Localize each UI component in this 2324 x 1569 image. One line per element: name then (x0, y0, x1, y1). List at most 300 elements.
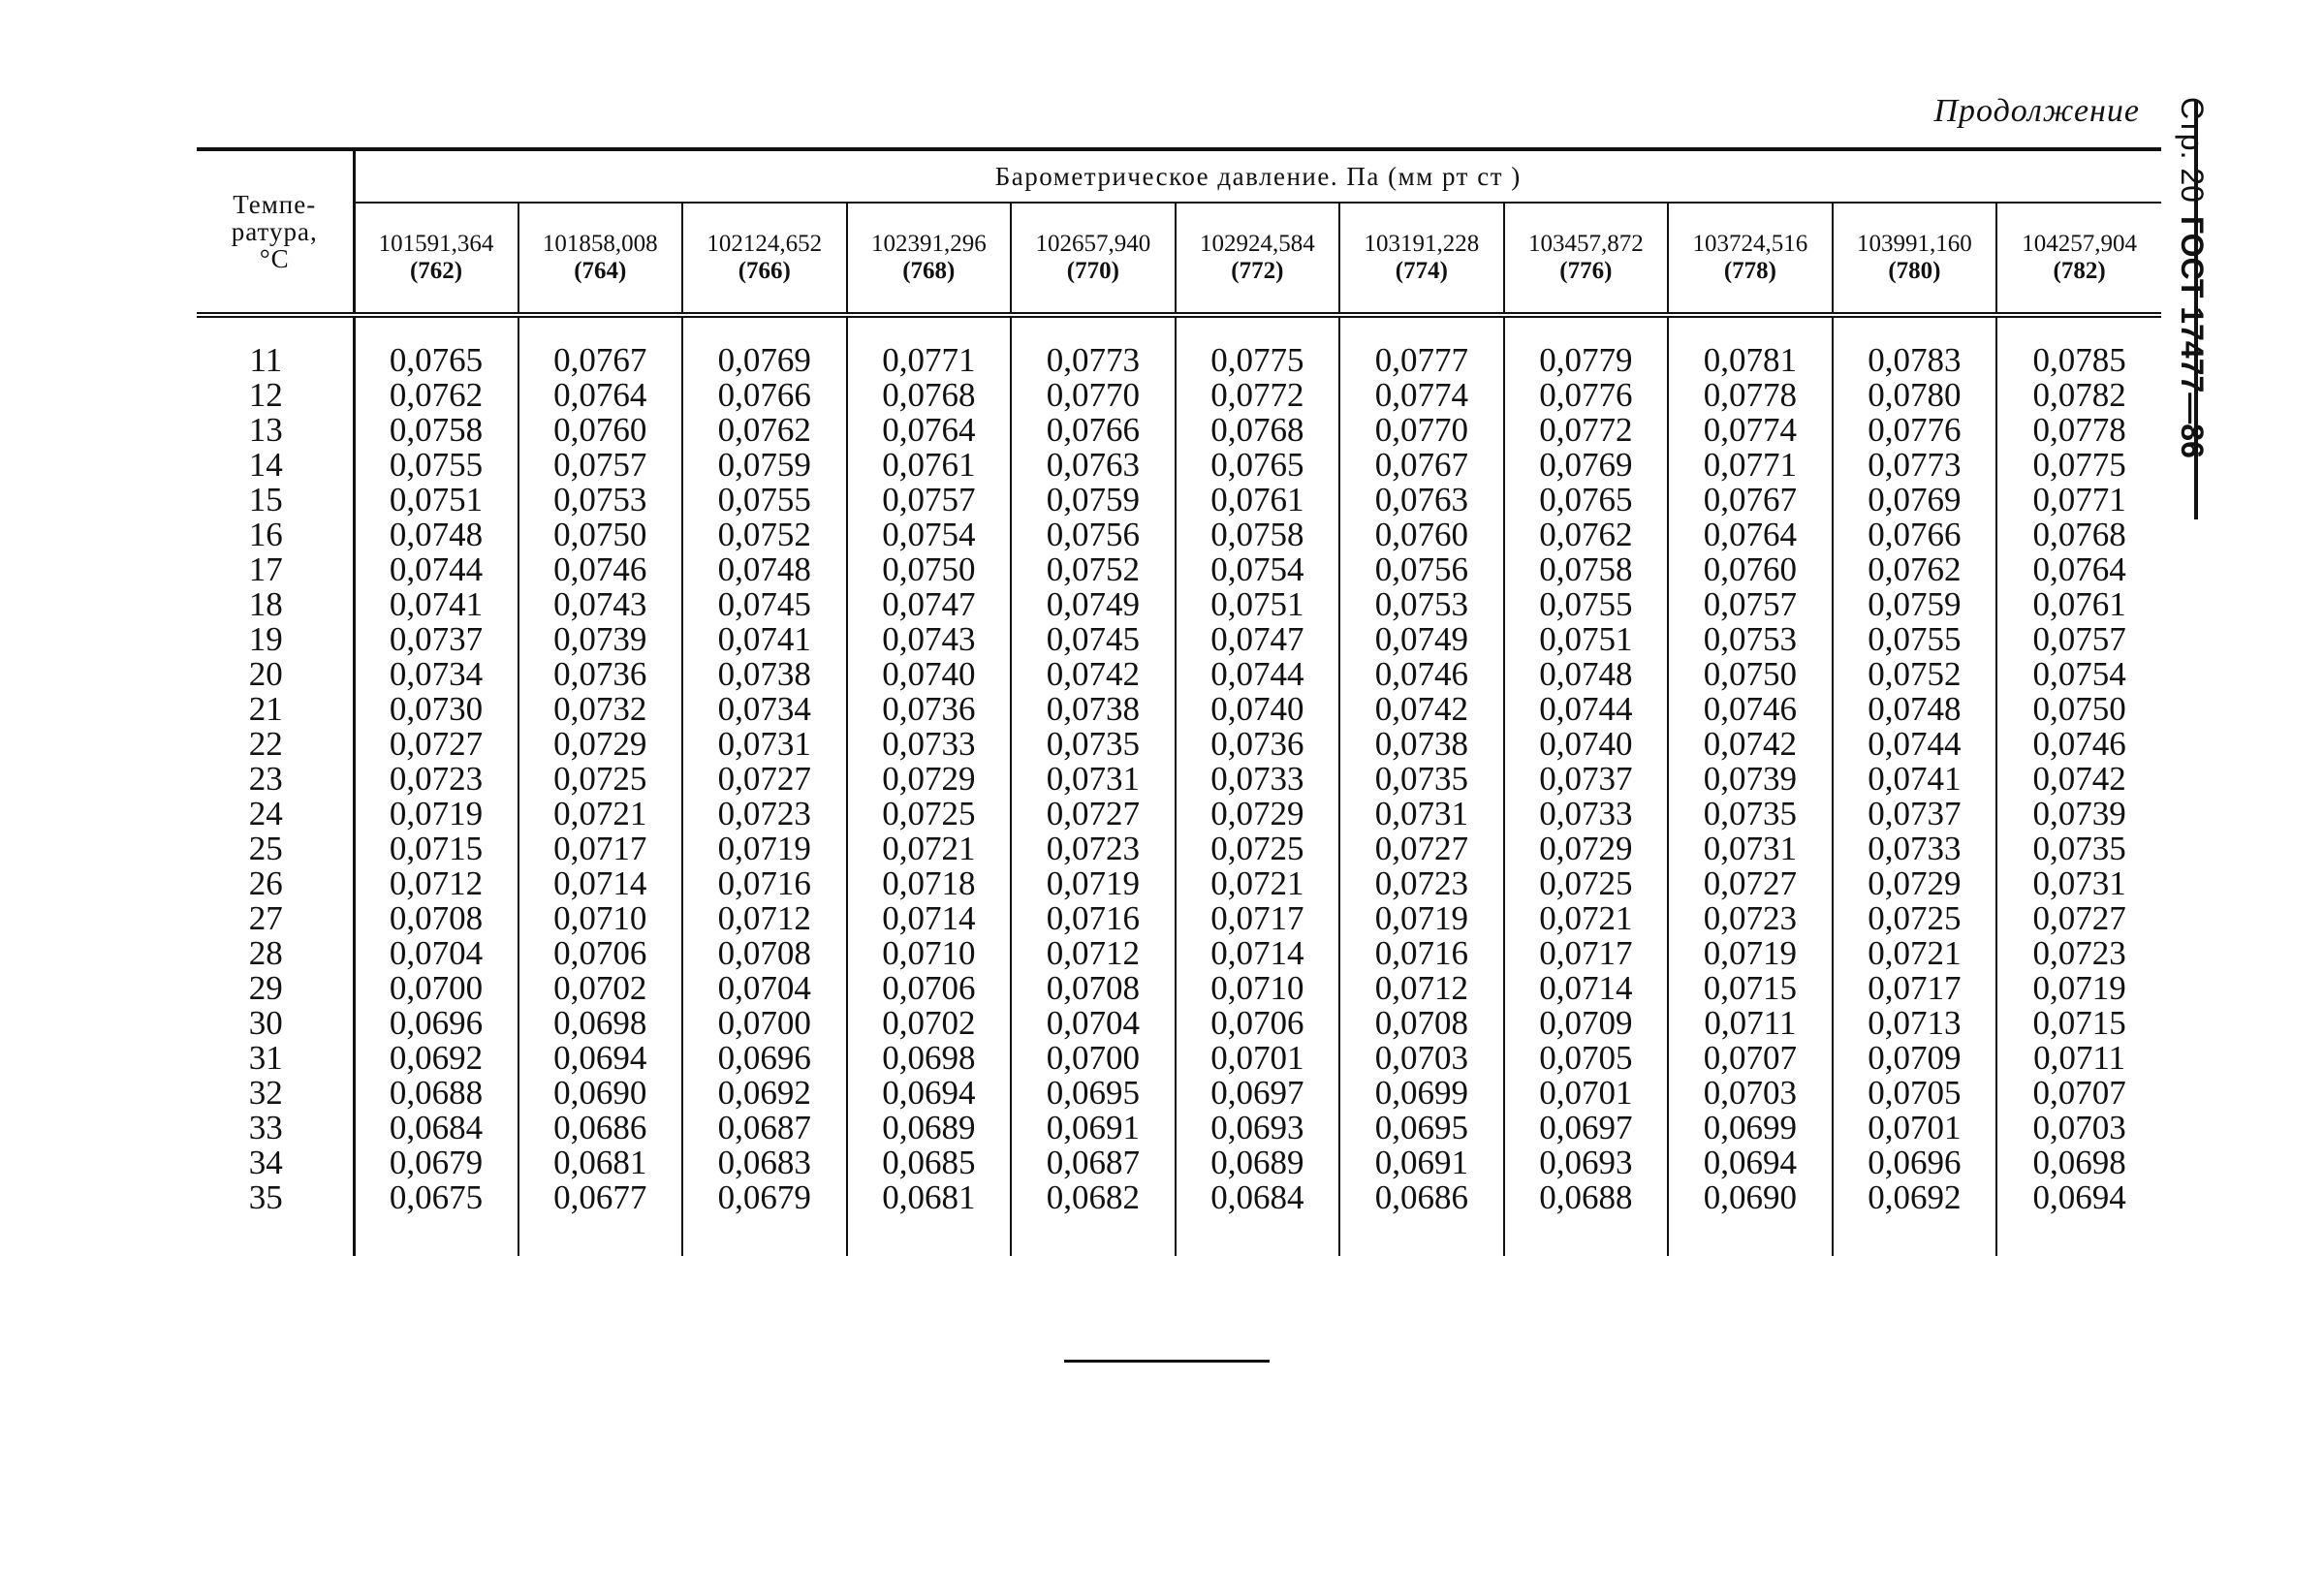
pressure-column-header (847, 203, 1012, 315)
density-cell: 0,0691 (1011, 1111, 1176, 1145)
temperature-header (197, 149, 354, 315)
density-cell: 0,0694 (2032, 1178, 2126, 1216)
density-cell: 0,0758 (1176, 518, 1340, 552)
density-cell: 0,0729 (847, 762, 1012, 797)
density-cell: 0,0718 (847, 866, 1012, 901)
spacer-cell (1176, 315, 1340, 343)
density-cell: 0,0775 (2032, 446, 2126, 484)
density-cell: 0,0741 (354, 587, 518, 622)
temperature-cell: 28 (197, 936, 354, 971)
density-cell: 0,0729 (518, 727, 683, 762)
density-cell: 0,0771 (1668, 448, 1833, 483)
density-cell: 0,0725 (1833, 901, 1997, 936)
pressure-column-header (1668, 203, 1833, 315)
density-cell: 0,0754 (847, 518, 1012, 552)
density-cell: 0,0739 (518, 622, 683, 657)
density-cell: 0,0721 (1504, 901, 1669, 936)
density-cell: 0,0731 (682, 727, 847, 762)
density-cell: 0,0712 (354, 866, 518, 901)
density-cell: 0,0762 (354, 378, 518, 413)
density-cell: 0,0773 (1011, 343, 1176, 378)
spacer-cell (1339, 1215, 1504, 1256)
density-cell: 0,0731 (1339, 797, 1504, 832)
density-cell: 0,0758 (354, 413, 518, 448)
density-cell: 0,0770 (1011, 378, 1176, 413)
density-cell: 0,0762 (1504, 518, 1669, 552)
density-cell: 0,0696 (682, 1041, 847, 1076)
pressure-column-header (682, 203, 847, 315)
density-cell: 0,0774 (1339, 378, 1504, 413)
spacer-cell (1668, 315, 1833, 343)
pressure-mmhg-value: (764) (574, 258, 627, 284)
footer-rule (1064, 1360, 1270, 1363)
density-cell: 0,0681 (847, 1180, 1012, 1215)
spacer-cell (847, 1215, 1012, 1256)
table-row (197, 378, 2161, 413)
pressure-mmhg-value: (762) (409, 258, 463, 284)
density-cell: 0,0731 (1011, 762, 1176, 797)
spacer-cell (1996, 1215, 2161, 1256)
density-cell: 0,0725 (1176, 832, 1340, 866)
density-cell: 0,0768 (847, 378, 1012, 413)
density-cell: 0,0706 (847, 971, 1012, 1006)
density-cell: 0,0698 (2032, 1144, 2126, 1181)
density-cell: 0,0766 (682, 378, 847, 413)
temperature-header-line: Темпе- (233, 190, 317, 219)
density-cell: 0,0755 (354, 448, 518, 483)
density-cell: 0,0703 (1668, 1076, 1833, 1111)
temperature-cell: 26 (197, 866, 354, 901)
density-cell: 0,0764 (847, 413, 1012, 448)
density-cell: 0,0750 (2032, 690, 2126, 728)
density-cell: 0,0693 (1504, 1145, 1669, 1180)
density-cell: 0,0777 (1339, 343, 1504, 378)
density-cell: 0,0689 (847, 1111, 1012, 1145)
density-cell: 0,0696 (1833, 1145, 1997, 1180)
density-cell: 0,0723 (1339, 866, 1504, 901)
table-row (197, 901, 2161, 936)
table-row (197, 622, 2161, 657)
density-cell: 0,0742 (2032, 760, 2126, 798)
side-page-header (2168, 97, 2216, 543)
table-spacer-row (197, 1215, 2161, 1256)
density-cell: 0,0731 (1668, 832, 1833, 866)
density-cell: 0,0757 (847, 483, 1012, 518)
pressure-mmhg-value: (780) (1888, 258, 1941, 284)
density-cell: 0,0700 (682, 1006, 847, 1041)
density-cell: 0,0754 (1176, 552, 1340, 587)
table-row (197, 413, 2161, 448)
density-cell: 0,0773 (1833, 448, 1997, 483)
pressure-pa-value: 102391,296 (870, 231, 987, 257)
density-cell: 0,0675 (354, 1180, 518, 1215)
density-cell: 0,0704 (354, 936, 518, 971)
density-cell: 0,0757 (1668, 587, 1833, 622)
density-cell: 0,0748 (1504, 657, 1669, 692)
density-cell: 0,0738 (1011, 692, 1176, 727)
temperature-cell: 21 (197, 692, 354, 727)
density-cell: 0,0725 (847, 797, 1012, 832)
density-cell: 0,0727 (1339, 832, 1504, 866)
density-cell: 0,0710 (1176, 971, 1340, 1006)
table-row (197, 727, 2161, 762)
temperature-cell: 17 (197, 552, 354, 587)
table-row (197, 1006, 2161, 1041)
density-cell: 0,0711 (2033, 1039, 2126, 1077)
spacer-cell (197, 1215, 354, 1256)
pressure-pa-value: 103724,516 (1692, 231, 1808, 257)
density-cell: 0,0755 (1504, 587, 1669, 622)
density-cell: 0,0735 (1011, 727, 1176, 762)
density-cell: 0,0691 (1339, 1145, 1504, 1180)
table-row (197, 832, 2161, 866)
density-cell: 0,0750 (518, 518, 683, 552)
density-cell: 0,0684 (1176, 1180, 1340, 1215)
density-cell: 0,0751 (1176, 587, 1340, 622)
density-cell: 0,0736 (1176, 727, 1340, 762)
density-cell: 0,0783 (1833, 343, 1997, 378)
density-cell: 0,0772 (1504, 413, 1669, 448)
density-cell: 0,0769 (1833, 483, 1997, 518)
density-cell: 0,0715 (354, 832, 518, 866)
pressure-pa-value: 103991,160 (1857, 231, 1972, 257)
pressure-group-header: Барометрическое давление. Па (мм рт ст ) (354, 149, 2161, 203)
density-cell: 0,0723 (2032, 934, 2126, 972)
density-cell: 0,0703 (1339, 1041, 1504, 1076)
density-cell: 0,0711 (1668, 1006, 1833, 1041)
density-cell: 0,0735 (2032, 830, 2126, 867)
density-cell: 0,0765 (1176, 448, 1340, 483)
density-cell: 0,0752 (1833, 657, 1997, 692)
density-cell: 0,0698 (847, 1041, 1012, 1076)
density-cell: 0,0762 (1833, 552, 1997, 587)
temperature-header-line: ратура, (231, 217, 318, 246)
table-row (197, 343, 2161, 378)
temperature-cell: 29 (197, 971, 354, 1006)
temperature-cell: 20 (197, 657, 354, 692)
density-cell: 0,0700 (1011, 1041, 1176, 1076)
density-cell: 0,0740 (1176, 692, 1340, 727)
density-cell: 0,0706 (1176, 1006, 1340, 1041)
density-cell: 0,0702 (518, 971, 683, 1006)
density-cell: 0,0779 (1504, 343, 1669, 378)
density-cell: 0,0708 (354, 901, 518, 936)
temperature-cell: 25 (197, 832, 354, 866)
density-cell: 0,0768 (1176, 413, 1340, 448)
density-cell: 0,0714 (847, 901, 1012, 936)
density-cell: 0,0785 (2032, 341, 2126, 379)
density-cell: 0,0753 (1339, 587, 1504, 622)
spacer-cell (1833, 315, 1997, 343)
air-density-table (197, 147, 2161, 1256)
density-cell: 0,0778 (1668, 378, 1833, 413)
spacer-cell (1504, 315, 1669, 343)
density-cell: 0,0715 (1668, 971, 1833, 1006)
density-cell: 0,0762 (682, 413, 847, 448)
density-cell: 0,0682 (1011, 1180, 1176, 1215)
pressure-mmhg-value: (770) (1066, 258, 1119, 284)
density-cell: 0,0737 (354, 622, 518, 657)
density-cell: 0,0686 (1339, 1180, 1504, 1215)
density-cell: 0,0750 (847, 552, 1012, 587)
density-cell: 0,0727 (1668, 866, 1833, 901)
density-cell: 0,0721 (1176, 866, 1340, 901)
density-cell: 0,0692 (354, 1041, 518, 1076)
spacer-cell (1504, 1215, 1669, 1256)
spacer-cell (518, 1215, 683, 1256)
density-cell: 0,0756 (1339, 552, 1504, 587)
pressure-column-header (1833, 203, 1997, 315)
spacer-cell (197, 315, 354, 343)
spacer-cell (1996, 315, 2161, 343)
temperature-cell: 12 (197, 378, 354, 413)
density-cell: 0,0714 (518, 866, 683, 901)
spacer-cell (354, 1215, 518, 1256)
density-cell: 0,0767 (518, 343, 683, 378)
density-cell: 0,0782 (2032, 376, 2126, 414)
density-cell: 0,0737 (1504, 762, 1669, 797)
temperature-cell: 34 (197, 1145, 354, 1180)
density-cell: 0,0709 (1504, 1006, 1669, 1041)
density-cell: 0,0764 (2032, 550, 2126, 588)
density-cell: 0,0686 (518, 1111, 683, 1145)
temperature-cell: 16 (197, 518, 354, 552)
pressure-pa-value: 102924,584 (1199, 231, 1315, 257)
density-cell: 0,0751 (1504, 622, 1669, 657)
spacer-cell (847, 315, 1012, 343)
continuation-label: Продолжение (1933, 93, 2140, 129)
density-cell: 0,0765 (1504, 483, 1669, 518)
density-cell: 0,0716 (1339, 936, 1504, 971)
density-cell: 0,0758 (1504, 552, 1669, 587)
density-cell: 0,0715 (2032, 1004, 2126, 1042)
spacer-cell (1339, 315, 1504, 343)
table-row (197, 657, 2161, 692)
density-cell: 0,0754 (2032, 655, 2126, 693)
density-cell: 0,0769 (682, 343, 847, 378)
density-cell: 0,0703 (2032, 1109, 2126, 1146)
density-cell: 0,0697 (1176, 1076, 1340, 1111)
density-cell: 0,0719 (354, 797, 518, 832)
density-cell: 0,0752 (1011, 552, 1176, 587)
density-cell: 0,0679 (682, 1180, 847, 1215)
density-cell: 0,0746 (1668, 692, 1833, 727)
density-cell: 0,0709 (1833, 1041, 1997, 1076)
spacer-cell (682, 1215, 847, 1256)
density-cell: 0,0763 (1011, 448, 1176, 483)
density-cell: 0,0716 (1011, 901, 1176, 936)
temperature-cell: 24 (197, 797, 354, 832)
density-cell: 0,0743 (847, 622, 1012, 657)
density-cell: 0,0776 (1504, 378, 1669, 413)
temperature-cell: 22 (197, 727, 354, 762)
density-cell: 0,0733 (847, 727, 1012, 762)
temperature-header-line: °C (259, 244, 290, 273)
density-cell: 0,0695 (1011, 1076, 1176, 1111)
density-cell: 0,0723 (682, 797, 847, 832)
density-cell: 0,0759 (1011, 483, 1176, 518)
pressure-column-header (518, 203, 683, 315)
table-row (197, 692, 2161, 727)
density-cell: 0,0702 (847, 1006, 1012, 1041)
density-cell: 0,0721 (518, 797, 683, 832)
density-cell: 0,0685 (847, 1145, 1012, 1180)
density-cell: 0,0750 (1668, 657, 1833, 692)
table-row (197, 518, 2161, 552)
temperature-cell: 13 (197, 413, 354, 448)
pressure-column-header (354, 203, 518, 315)
density-cell: 0,0683 (682, 1145, 847, 1180)
density-cell: 0,0736 (847, 692, 1012, 727)
temperature-cell: 32 (197, 1076, 354, 1111)
density-cell: 0,0753 (1668, 622, 1833, 657)
density-cell: 0,0707 (2032, 1074, 2126, 1112)
density-cell: 0,0751 (354, 483, 518, 518)
pressure-mmhg-value: (766) (738, 258, 791, 284)
density-cell: 0,0732 (518, 692, 683, 727)
density-cell: 0,0768 (2032, 516, 2126, 553)
density-cell: 0,0774 (1668, 413, 1833, 448)
density-cell: 0,0708 (682, 936, 847, 971)
density-cell: 0,0781 (1668, 343, 1833, 378)
temperature-cell: 35 (197, 1180, 354, 1215)
temperature-cell: 19 (197, 622, 354, 657)
density-cell: 0,0740 (1504, 727, 1669, 762)
pressure-pa-value: 101591,364 (378, 231, 494, 257)
density-cell: 0,0687 (682, 1111, 847, 1145)
density-cell: 0,0738 (1339, 727, 1504, 762)
pressure-columns-row (197, 203, 2161, 315)
table-row (197, 797, 2161, 832)
density-cell: 0,0734 (354, 657, 518, 692)
density-cell: 0,0681 (518, 1145, 683, 1180)
density-cell: 0,0771 (847, 343, 1012, 378)
pressure-mmhg-value: (774) (1395, 258, 1448, 284)
density-cell: 0,0742 (1339, 692, 1504, 727)
density-cell: 0,0742 (1011, 657, 1176, 692)
density-cell: 0,0694 (518, 1041, 683, 1076)
pressure-column-header (1504, 203, 1669, 315)
pressure-pa-value: 101858,008 (542, 231, 658, 257)
density-cell: 0,0747 (1176, 622, 1340, 657)
density-cell: 0,0780 (1833, 378, 1997, 413)
pressure-pa-value: 102657,940 (1035, 231, 1151, 257)
temperature-cell: 23 (197, 762, 354, 797)
pressure-pa-value: 104257,904 (2022, 231, 2137, 257)
table-row (197, 762, 2161, 797)
pressure-mmhg-value: (772) (1231, 258, 1284, 284)
pressure-pa-value: 103191,228 (1364, 231, 1480, 257)
table-spacer-row (197, 315, 2161, 343)
pressure-pa-value: 102124,652 (707, 231, 823, 257)
spacer-cell (1833, 1215, 1997, 1256)
density-cell: 0,0689 (1176, 1145, 1340, 1180)
density-cell: 0,0697 (1504, 1111, 1669, 1145)
density-cell: 0,0767 (1339, 448, 1504, 483)
density-cell: 0,0763 (1339, 483, 1504, 518)
density-cell: 0,0733 (1176, 762, 1340, 797)
table-row (197, 1145, 2161, 1180)
pressure-mmhg-value: (782) (2053, 258, 2106, 284)
density-cell: 0,0719 (1668, 936, 1833, 971)
temperature-cell: 31 (197, 1041, 354, 1076)
density-cell: 0,0734 (682, 692, 847, 727)
density-cell: 0,0712 (682, 901, 847, 936)
table-row (197, 936, 2161, 971)
density-cell: 0,0677 (518, 1180, 683, 1215)
density-cell: 0,0745 (1011, 622, 1176, 657)
density-cell: 0,0740 (847, 657, 1012, 692)
density-cell: 0,0733 (1833, 832, 1997, 866)
density-cell: 0,0716 (682, 866, 847, 901)
density-cell: 0,0766 (1833, 518, 1997, 552)
spacer-cell (518, 315, 683, 343)
temperature-cell: 14 (197, 448, 354, 483)
temperature-cell: 27 (197, 901, 354, 936)
density-cell: 0,0717 (518, 832, 683, 866)
density-cell: 0,0746 (1339, 657, 1504, 692)
density-cell: 0,0696 (354, 1006, 518, 1041)
density-cell: 0,0727 (2032, 899, 2126, 937)
density-cell: 0,0733 (1504, 797, 1669, 832)
density-cell: 0,0735 (1668, 797, 1833, 832)
density-cell: 0,0725 (518, 762, 683, 797)
density-cell: 0,0776 (1833, 413, 1997, 448)
density-cell: 0,0738 (682, 657, 847, 692)
density-cell: 0,0748 (682, 552, 847, 587)
page-number-label: Стр. 20 (2175, 97, 2210, 203)
density-cell: 0,0714 (1504, 971, 1669, 1006)
density-cell: 0,0721 (847, 832, 1012, 866)
density-cell: 0,0739 (1668, 762, 1833, 797)
density-cell: 0,0699 (1339, 1076, 1504, 1111)
density-cell: 0,0761 (2032, 585, 2126, 623)
density-cell: 0,0725 (1504, 866, 1669, 901)
density-cell: 0,0759 (1833, 587, 1997, 622)
spacer-cell (354, 315, 518, 343)
standard-label: ГОСТ 17477—86 (2175, 215, 2210, 458)
density-cell: 0,0767 (1668, 483, 1833, 518)
density-cell: 0,0753 (518, 483, 683, 518)
density-cell: 0,0684 (354, 1111, 518, 1145)
density-cell: 0,0772 (1176, 378, 1340, 413)
density-cell: 0,0741 (1833, 762, 1997, 797)
density-cell: 0,0708 (1011, 971, 1176, 1006)
density-cell: 0,0701 (1833, 1111, 1997, 1145)
table-row (197, 587, 2161, 622)
density-cell: 0,0760 (1339, 518, 1504, 552)
density-cell: 0,0688 (1504, 1180, 1669, 1215)
density-cell: 0,0714 (1176, 936, 1340, 971)
density-cell: 0,0747 (847, 587, 1012, 622)
density-cell: 0,0727 (1011, 797, 1176, 832)
density-cell: 0,0731 (2032, 864, 2126, 902)
density-cell: 0,0755 (1833, 622, 1997, 657)
density-cell: 0,0717 (1833, 971, 1997, 1006)
density-cell: 0,0701 (1504, 1076, 1669, 1111)
density-cell: 0,0704 (682, 971, 847, 1006)
table-header-row (197, 149, 2161, 203)
density-cell: 0,0764 (518, 378, 683, 413)
density-cell: 0,0694 (847, 1076, 1012, 1111)
temperature-cell: 30 (197, 1006, 354, 1041)
density-cell: 0,0688 (354, 1076, 518, 1111)
spacer-cell (1011, 1215, 1176, 1256)
temperature-cell: 11 (197, 343, 354, 378)
density-cell: 0,0760 (1668, 552, 1833, 587)
density-cell: 0,0735 (1339, 762, 1504, 797)
pressure-mmhg-value: (768) (902, 258, 956, 284)
